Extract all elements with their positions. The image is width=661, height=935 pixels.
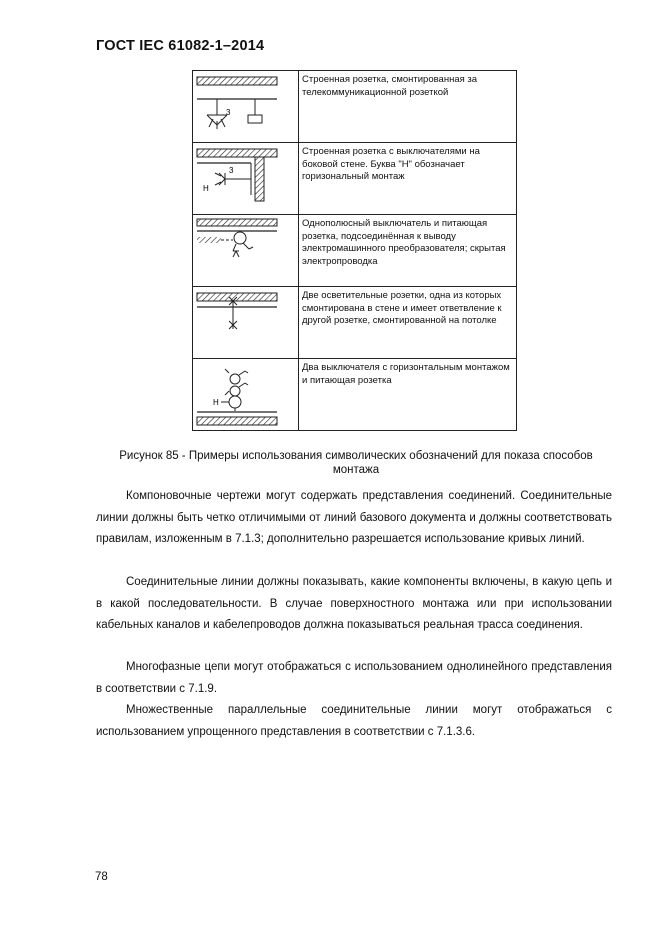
symbol-label: 3 xyxy=(229,166,234,175)
symbol-cell xyxy=(193,215,299,287)
paragraph: Многофазные цепи могут отображаться с использованием однолинейного представления в соответствии с 7.1.9. xyxy=(96,661,612,695)
paragraph: Множественные параллельные соединительные линии могут отображаться с использованием упрощенного представления в соответствии с 7.1.3.6. xyxy=(96,704,612,738)
document-header: ГОСТ IEC 61082-1–2014 xyxy=(96,38,265,54)
table-row xyxy=(193,359,517,431)
description-cell: Строенная розетка с выключателями на боковой стене. Буква "Н" обозначает горизональный монтаж xyxy=(299,143,517,215)
two-switches-and-socket-symbol xyxy=(193,359,298,429)
symbol-cell xyxy=(193,71,299,143)
symbol-cell xyxy=(193,359,299,431)
two-lighting-sockets-symbol xyxy=(193,287,298,357)
description-cell: Однополюсный выключатель и питающая розетка, подсоединённая к выводу электромашинного преобразователя; скрытая электропроводка xyxy=(299,215,517,287)
page-number: 78 xyxy=(95,871,108,883)
paragraph: Соединительные линии должны показывать, какие компоненты включены, в какую цепь и в какой последовательности. В случае поверхностного монтажа или при использовании кабельных каналов и кабелепроводов должна показываться реальная трасса соединения. xyxy=(96,576,612,631)
figure-caption: Рисунок 85 - Примеры использования символических обозначений для показа способов монтажа xyxy=(119,450,593,476)
table-row xyxy=(193,287,517,359)
table-row xyxy=(193,143,517,215)
switch-and-socket-concealed-symbol xyxy=(193,215,298,285)
symbol-label: H xyxy=(203,184,209,193)
symbol-label: 3 xyxy=(226,108,231,117)
description-cell: Два выключателя с горизонтальным монтажом и питающая розетка xyxy=(299,359,517,431)
table-row xyxy=(193,215,517,287)
symbol-cell xyxy=(193,287,299,359)
symbol-cell xyxy=(193,143,299,215)
symbol-label: H xyxy=(213,398,219,407)
paragraph: Компоновочные чертежи могут содержать представления соединений. Соединительные линии должны быть четко отличимыми от линий базового документа и должны соответствовать правилам, изложенным в 7.1.3; дополнительно разрешается использование кривых линий. xyxy=(96,490,612,545)
description-cell: Строенная розетка, смонтированная за телекоммуникационной розеткой xyxy=(299,71,517,143)
socket-below-telecom-socket-symbol xyxy=(193,71,298,141)
figure-85-table xyxy=(192,70,517,431)
socket-with-switches-side-wall-symbol xyxy=(193,143,298,213)
description-cell: Две осветительные розетки, одна из которых смонтирована в стене и имеет ответвление к другой розетке, смонтированной на потолке xyxy=(299,287,517,359)
table-row xyxy=(193,71,517,143)
